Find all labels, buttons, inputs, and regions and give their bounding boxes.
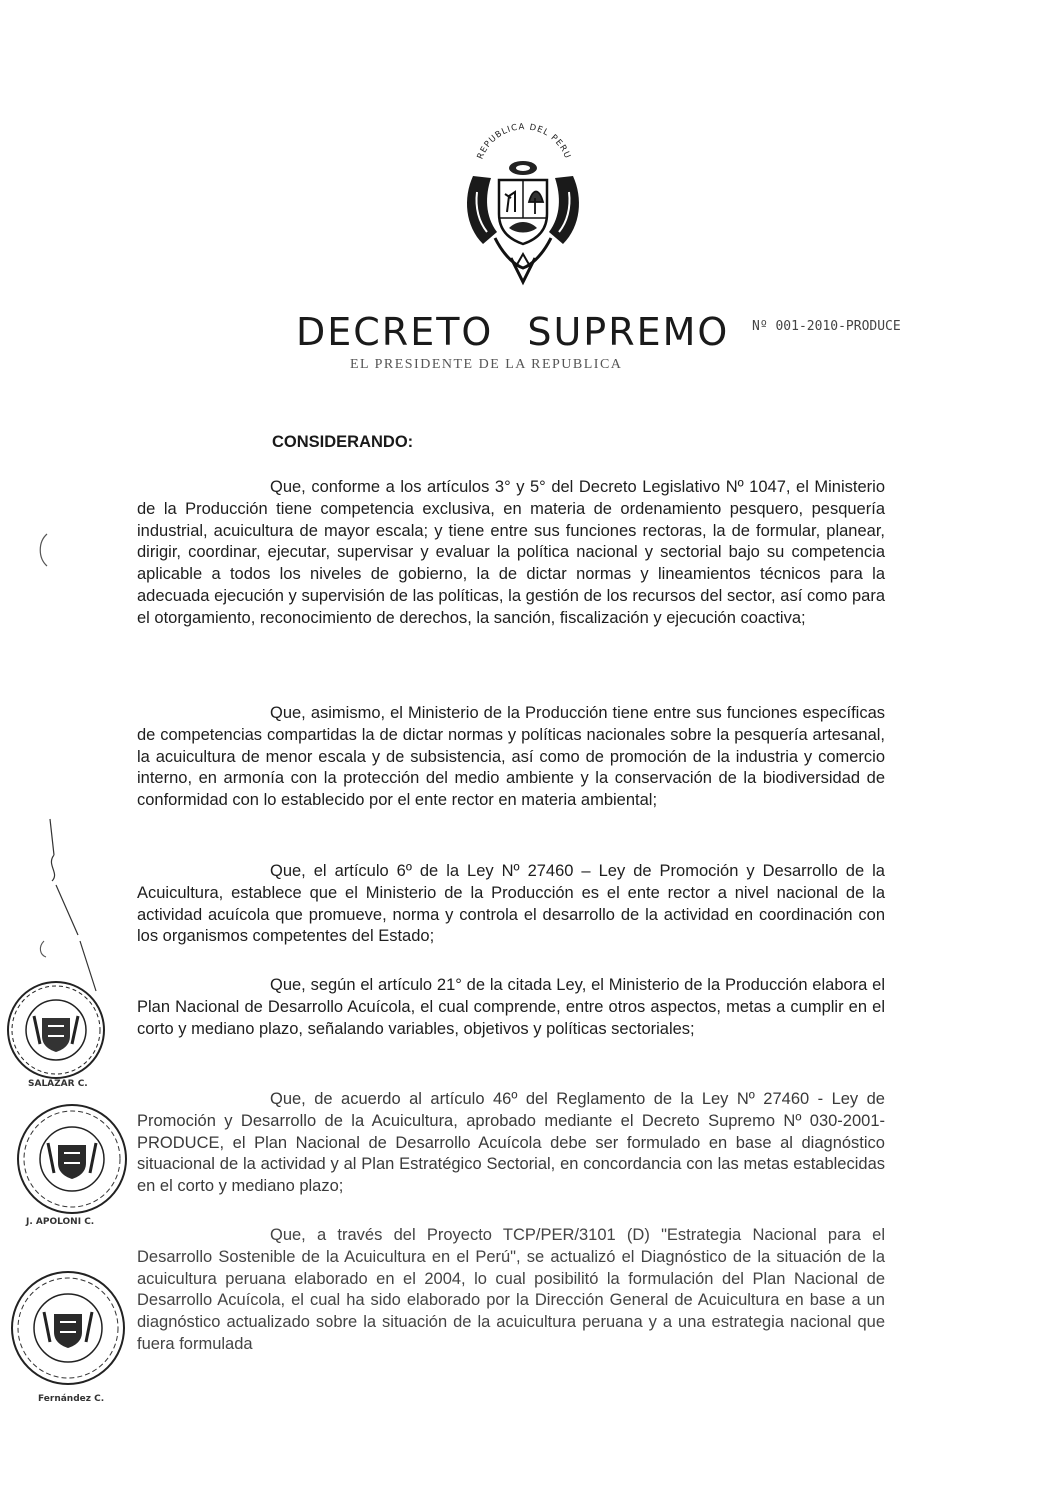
issuer-line: EL PRESIDENTE DE LA REPUBLICA bbox=[350, 357, 623, 372]
margin-mark-icon bbox=[36, 530, 50, 570]
coat-of-arms-icon bbox=[455, 118, 591, 288]
stamp-initials: SALAZAR C. bbox=[28, 1079, 88, 1089]
paragraph: Que, el artículo 6º de la Ley Nº 27460 – Ley de Promoción y Desarrollo de la Acuicultura, establece que el Ministerio de la Producción es el ente rector a nivel nacional de la actividad acuícola que promueve, norma y controla el desarrollo de la actividad en coordinación con los organismos competentes del Estado; bbox=[137, 862, 885, 946]
stamp-initials: J. APOLONI C. bbox=[26, 1217, 95, 1227]
ministry-seal-icon bbox=[4, 978, 108, 1082]
paragraph: Que, a través del Proyecto TCP/PER/3101 (D) "Estrategia Nacional para el Desarrollo Sostenible de la Acuicultura en el Perú", se actualizó el Diagnóstico de la situación de la acuicultura peruana elaborado en el 2004, lo cual posibilitó la formulación del Plan Nacional de Desarrollo Acuícola, el cual ha sido elaborado por la Dirección General de Acuicultura en base a un diagnóstico actualizado sobre la situación de la acuicultura peruana y a una estrategia nacional que fuera formulada bbox=[137, 1226, 885, 1353]
ministry-seal-icon bbox=[12, 1101, 134, 1219]
paragraph: Que, de acuerdo al artículo 46º del Reglamento de la Ley Nº 27460 - Ley de Promoción y Desarrollo de la Acuicultura, aprobado mediante el Decreto Supremo Nº 030-2001-PRODUCE, el Plan Nacional de Desarrollo Acuícola debe ser formulado en base al diagnóstico situacional de la actividad y al Plan Estratégico Sectorial, en concordancia con las metas establecidas en el corto y mediano plazo; bbox=[137, 1090, 885, 1196]
section-heading: CONSIDERANDO: bbox=[272, 433, 414, 451]
decree-number: Nº 001-2010-PRODUCE bbox=[752, 319, 901, 334]
svg-text:REPUBLICA DEL PERU: REPUBLICA DEL PERU bbox=[475, 122, 573, 161]
title-word-supremo: SUPREMO bbox=[527, 310, 730, 354]
paragraph: Que, conforme a los artículos 3° y 5° del Decreto Legislativo Nº 1047, el Ministerio de la Producción tiene competencia exclusiva, en materia de ordenamiento pesquero, pesquería industrial, acuicultura de mayor escala; y tiene entre sus funciones rectoras, la de formular, planear, dirigir, coordinar, ejecutar, supervisar y evaluar la política nacional y sectorial bajo su competencia aplicable a todos los niveles de gobierno, la de dictar normas y lineamientos técnicos para la adecuada ejecución y supervisión de las políticas, la gestión de los recursos del sector, así como para el otorgamiento, reconocimiento de derechos, la sanción, fiscalización y ejecución coactiva; bbox=[137, 478, 885, 627]
decree-title bbox=[296, 310, 729, 354]
title-word-decreto: DECRETO bbox=[296, 310, 494, 354]
paragraph: Que, según el artículo 21° de la citada Ley, el Ministerio de la Producción elabora el Plan Nacional de Desarrollo Acuícola, el cual comprende, entre otros aspectos, metas a cumplir en el corto y mediano plazo, señalando variables, objetivos y políticas sectoriales; bbox=[137, 976, 885, 1038]
ministry-seal-icon bbox=[6, 1266, 130, 1390]
stamp-initials: Fernández C. bbox=[38, 1394, 105, 1404]
paragraph: Que, asimismo, el Ministerio de la Producción tiene entre sus funciones específicas de competencias compartidas la de dictar normas y políticas nacionales sobre la pesquería artesanal, la acuicultura de menor escala y de subsistencia, así como de promoción de la industria y comercio interno, en armonía con la protección del medio ambiente y la conservación de la biodiversidad de conformidad con lo establecido por el ente rector en materia ambiental; bbox=[137, 704, 885, 810]
margin-signature-icon bbox=[36, 815, 106, 995]
